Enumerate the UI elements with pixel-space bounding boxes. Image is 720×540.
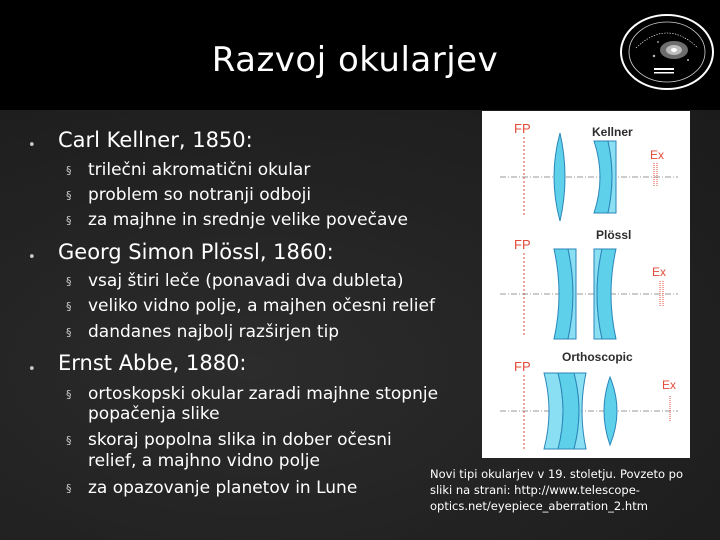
sub-bullet-text: popačenja slike <box>88 404 220 424</box>
fp-label: FP <box>514 359 531 374</box>
sub-bullet-text: relief, a majhno vidno polje <box>88 451 320 471</box>
fp-label: FP <box>514 121 531 136</box>
sub-bullet-icon: § <box>66 482 72 495</box>
bullet-plossl: Georg Simon Plössl, 1860: <box>58 240 334 264</box>
sub-bullet-icon: § <box>66 275 72 288</box>
eyepiece-name: Kellner <box>592 125 633 139</box>
sub-bullet-text: trilečni akromatični okular <box>88 160 311 180</box>
bullet-dot-icon: • <box>28 362 36 377</box>
caption-line: sliki na strani: http://www.telescope- <box>430 483 640 497</box>
sub-bullet-icon: § <box>66 434 72 447</box>
sub-bullet-icon: § <box>66 326 72 339</box>
sub-bullet-text: vsaj štiri leče (ponavadi dva dubleta) <box>88 271 404 291</box>
caption-line: Novi tipi okularjev v 19. stoletju. Povzeto po <box>430 467 684 481</box>
slide-title: Razvoj okularjev <box>211 40 499 80</box>
bullet-dot-icon: • <box>28 250 36 265</box>
bullet-abbe: Ernst Abbe, 1880: <box>58 351 247 375</box>
sub-bullet-text: veliko vidno polje, a majhen očesni relief <box>88 296 435 316</box>
sub-bullet-icon: § <box>66 189 72 202</box>
sub-bullet-icon: § <box>66 388 72 401</box>
ex-label: Ex <box>652 265 667 279</box>
ex-label: Ex <box>662 378 677 392</box>
sub-bullet-text: skoraj popolna slika in dober očesni <box>88 430 392 450</box>
figure-caption <box>430 466 715 514</box>
fp-label: FP <box>514 237 531 252</box>
sub-bullet-icon: § <box>66 214 72 227</box>
sub-bullet-text: za opazovanje planetov in Lune <box>88 478 358 498</box>
sub-bullet-icon: § <box>66 164 72 177</box>
society-logo-icon <box>618 12 716 92</box>
eyepiece-name: Orthoscopic <box>562 350 633 364</box>
sub-bullet-text: problem so notranji odboji <box>88 185 312 205</box>
eyepiece-figure <box>482 111 690 458</box>
sub-bullet-text: dandanes najbolj razširjen tip <box>88 322 340 342</box>
bullet-kellner: Carl Kellner, 1850: <box>58 128 253 152</box>
sub-bullet-text: ortoskopski okular zaradi majhne stopnje <box>88 384 439 404</box>
caption-line: optics.net/eyepiece_aberration_2.htm <box>430 499 648 513</box>
sub-bullet-text: za majhne in srednje velike povečave <box>88 210 408 230</box>
ex-label: Ex <box>650 148 665 162</box>
sub-bullet-icon: § <box>66 300 72 313</box>
eyepiece-diagram <box>482 111 690 458</box>
bullet-dot-icon: • <box>28 138 36 153</box>
title-bar <box>0 0 720 110</box>
eyepiece-name: Plössl <box>596 228 632 242</box>
